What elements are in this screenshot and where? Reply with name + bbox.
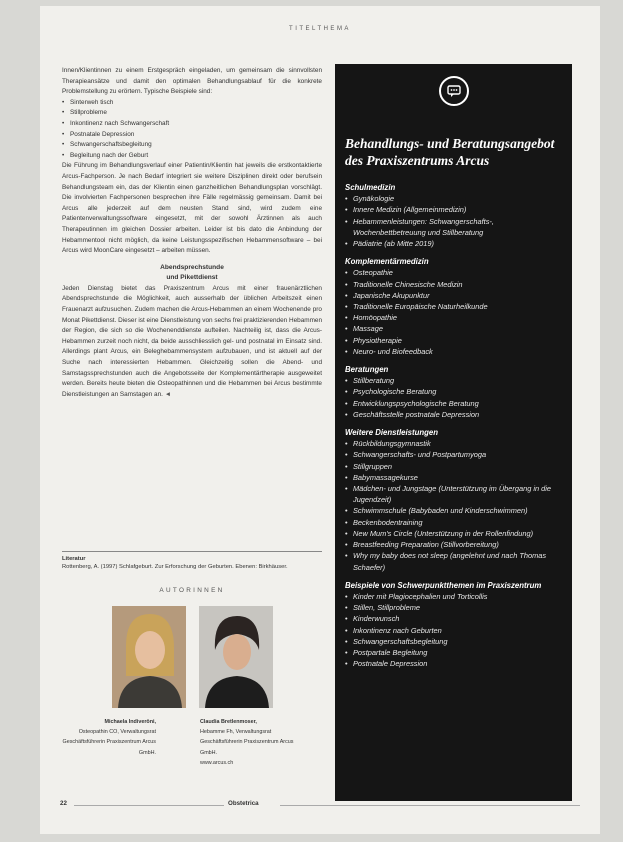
author-photo-1 xyxy=(112,606,186,708)
list-item: • Postnatale Depression xyxy=(345,658,567,669)
list-item: • Japanische Akupunktur xyxy=(345,290,567,301)
article-body xyxy=(62,66,322,400)
treatment-paragraph: Die Führung im Behandlungsverlauf einer Patientin/Klientin hat jeweils die erstkontaktierte Arcus-Fachperson. Je nach Bedarf integriert sie weitere Disziplinen direkt oder berufsein Behandlungsteam ein, das der Klientin einen ganzheitlichen Behandlungsplan vorschlägt. Die involvierten Fachpersonen besprechen ihre Fälle regelmässig gemeinsam. Damit bei Arcus alle jederzeit auf dem neusten Stand sind, wird zudem eine Patientenverwaltungssoftware eingesetzt, mit der sowohl Ärztinnen als auch Therapeutinnen im gleichen Dossier arbeiten. Leider ist bis dato die Anbindung der Hebammentool nicht möglich, da keine Leistungsspezifischen Hebammensoftware – bei Arcus wird MoonCare eingesetzt – arbeiten müssen. xyxy=(62,162,322,255)
list-item: • Begleitung nach der Geburt xyxy=(62,151,322,162)
author-photo-2 xyxy=(199,606,273,708)
evening-paragraph xyxy=(62,284,322,401)
section-list xyxy=(345,375,567,420)
list-item: • Traditionelle Chinesische Medizin xyxy=(345,279,567,290)
subheading-line-1: Abendsprechstunde xyxy=(160,263,224,271)
section-title: Beispiele von Schwerpunktthemen im Praxiszentrum xyxy=(345,580,542,590)
box-title: Behandlungs- und Beratungsangebot des Praxiszentrums Arcus xyxy=(345,136,555,168)
author-name-2: Claudia Bretlenmoser, xyxy=(200,719,257,725)
list-item: • Stillen, Stillprobleme xyxy=(345,602,567,613)
list-item: • Inkontinenz nach Geburten xyxy=(345,625,567,636)
list-item: • Entwicklungspsychologische Beratung xyxy=(345,398,567,409)
list-item: • Osteopathie xyxy=(345,267,567,278)
section-header: TITELTHEMA xyxy=(289,26,351,32)
list-item: • Homöopathie xyxy=(345,312,567,323)
section-title: Beratungen xyxy=(345,365,389,375)
box-content xyxy=(345,182,567,676)
literature-title: Literatur xyxy=(62,551,322,563)
list-item: • Postnatale Depression xyxy=(62,130,322,141)
list-item: • Schwangerschaftsbegleitung xyxy=(62,140,322,151)
list-item: • Sinterweh tisch xyxy=(62,98,322,109)
section-list xyxy=(345,438,567,572)
subheading xyxy=(62,263,322,284)
author-role-2: Hebamme Fh, Verwaltungsrat Geschäftsführerin Praxiszentrum Arcus GmbH. xyxy=(200,729,294,756)
list-item: • Physiotherapie xyxy=(345,335,567,346)
list-item: • Kinderwunsch xyxy=(345,613,567,624)
evening-text: Jeden Dienstag bietet das Praxiszentrum Arcus mit einer frauenärztlichen Abendsprechstunde die Möglichkeit, auch ausserhalb der üblichen Arbeitszeit einen Frauenarzt aufzusuchen. Zudem machen die Arcus-Hebammen an einem Wochenende pro Monat Pikettdienst. Dieser ist eine Dienstleistung von sechs frei praktizierenden Hebammen der Region, die sich so die Wochenenddienste aufteilen. Nachteilig ist, dass die Arcus-Hebammen zurzeit noch nicht, da beide ausschliesslich gel- und postnatal im Einsatz sind. Allerdings plant Arcus, ein Beleghebammensystem aufzubauen, und ist aktuell auf der Suche nach interessierten Hebammen. Gleichzeitig sollen die Abend- und Samstagssprechstunden auch die Angebotsseite der Komplementärtherapie ausgeweitet werden. Bereits heute bieten die Osteopathinnen und die Hebammen bei Arcus bestimmte Dienstleistungen an Samstagen an. xyxy=(62,284,323,398)
section-beratungen xyxy=(345,364,567,420)
list-item: • New Mum's Circle (Unterstützung in der Rollenfindung) xyxy=(345,528,567,539)
section-title: Weitere Dienstleistungen xyxy=(345,428,439,438)
authors-heading: AUTORINNEN xyxy=(159,587,225,594)
list-item: • Beckenbodentraining xyxy=(345,517,567,528)
section-list xyxy=(345,591,567,669)
list-item: • Why my baby does not sleep (angelehnt und nach Thomas Schaefer) xyxy=(345,550,567,572)
section-list xyxy=(345,193,567,249)
list-item: • Rückbildungsgymnastik xyxy=(345,438,567,449)
magazine-name: Obstetrica xyxy=(228,800,259,807)
section-title: Schulmedizin xyxy=(345,183,396,192)
author-role-1: Osteopathin CO, Verwaltungsrat Geschäftsführerin Praxiszentrum Arcus GmbH. xyxy=(62,729,156,756)
list-item: • Hebammenleistungen: Schwangerschafts-, Wochenbettbetreuung und Stillberatung xyxy=(345,216,567,238)
list-item: • Innere Medizin (Allgemeinmedizin) xyxy=(345,204,567,215)
section-komplementaermedizin xyxy=(345,256,567,357)
list-item: • Schwangerschaftsbegleitung xyxy=(345,636,567,647)
list-item: • Kinder mit Plagiocephalien und Torticollis xyxy=(345,591,567,602)
list-item: • Gynäkologie xyxy=(345,193,567,204)
list-item: • Babymassagekurse xyxy=(345,472,567,483)
page-footer xyxy=(60,800,580,810)
speech-bubble-icon xyxy=(439,76,469,106)
section-weitere-dienstleistungen xyxy=(345,427,567,573)
page-number: 22 xyxy=(60,800,67,807)
list-item: • Stillgruppen xyxy=(345,461,567,472)
magazine-page xyxy=(40,6,600,834)
author-website: www.arcus.ch xyxy=(200,759,234,766)
list-item: • Stillberatung xyxy=(345,375,567,386)
list-item: • Traditionelle Europäische Naturheilkunde xyxy=(345,301,567,312)
intro-paragraph: Innen/Klientinnen zu einem Erstgespräch eingeladen, um gemeinsam die sinnvollsten Therapieansätze und damit den optimalen Behandlungsablauf für die konkrete Problemstellung zu erörtern. Typische Beispiele sind: xyxy=(62,67,322,96)
list-item: • Schwimmschule (Babybaden und Kinderschwimmen) xyxy=(345,505,567,516)
examples-list xyxy=(62,98,322,162)
services-box xyxy=(335,64,572,801)
list-item: • Stillprobleme xyxy=(62,108,322,119)
footer-divider xyxy=(74,805,224,806)
author-caption-2 xyxy=(200,717,298,768)
literature-block xyxy=(62,551,322,571)
section-schwerpunktthemen xyxy=(345,580,567,670)
section-title: Komplementärmedizin xyxy=(345,257,429,267)
author-caption-1 xyxy=(58,717,156,758)
list-item: • Breastfeeding Preparation (Stillvorbereitung) xyxy=(345,539,567,550)
list-item: • Neuro- und Biofeedback xyxy=(345,346,567,357)
list-item: • Inkontinenz nach Schwangerschaft xyxy=(62,119,322,130)
section-schulmedizin xyxy=(345,182,567,249)
literature-text: Rottenberg, A. (1997) Schlafgeburt. Zur Erforschung der Geburten. Ebenen: Birkhäuser. xyxy=(62,564,288,571)
list-item: • Mädchen- und Jungstage (Unterstützung im Übergang in die Jugendzeit) xyxy=(345,483,567,505)
footer-divider xyxy=(280,805,580,806)
end-mark-icon: ◄ xyxy=(164,390,172,398)
author-name-1: Michaela Indiveröni, xyxy=(104,719,156,725)
list-item: • Schwangerschafts- und Postpartumyoga xyxy=(345,449,567,460)
list-item: • Massage xyxy=(345,323,567,334)
section-list xyxy=(345,267,567,357)
list-item: • Psychologische Beratung xyxy=(345,386,567,397)
list-item: • Pädiatrie (ab Mitte 2019) xyxy=(345,238,567,249)
list-item: • Geschäftsstelle postnatale Depression xyxy=(345,409,567,420)
list-item: • Postpartale Begleitung xyxy=(345,647,567,658)
subheading-line-2: und Pikettdienst xyxy=(166,274,218,282)
